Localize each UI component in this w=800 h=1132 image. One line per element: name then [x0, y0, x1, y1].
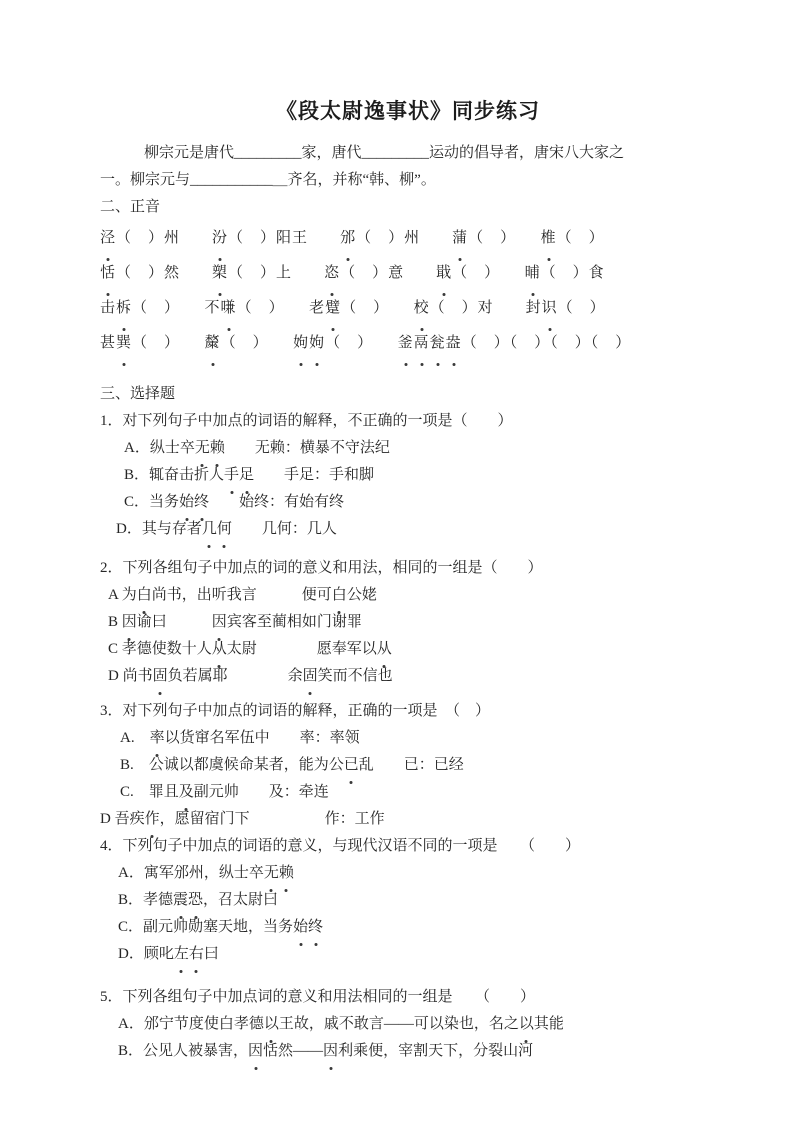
question-1 [100, 408, 716, 543]
question-1-option-b: B．辄奋击折人手足 手足：手和脚 [100, 462, 716, 489]
question-2-option-b: B 因谕曰 因宾客至蔺相如门谢罪 [100, 609, 716, 636]
question-3-stem: 3．对下列句子中加点的词语的解释，正确的一项是 （ ） [100, 703, 491, 719]
question-5-option-a: A．邠宁节度使白孝德以王故，戚不敢言——可以染也，名之以其能 [100, 1011, 716, 1038]
question-3 [100, 698, 716, 833]
question-1-option-d: D．其与存者几何 几何：几人 [100, 516, 716, 543]
question-1-option-a: A．纵士卒无赖 无赖：横暴不守法纪 [100, 435, 716, 462]
question-4-option-d: D．顾叱左右曰 [100, 941, 716, 968]
question-1-option-c: C．当务始终 始终：有始有终 [100, 489, 716, 516]
question-5-option-b: B．公见人被暴害，因恬然——因利乘便，宰割天下，分裂山河 [100, 1038, 716, 1065]
intro-line-2: 一。柳宗元与___________＿齐名，并称“韩、柳”。 [100, 172, 436, 188]
pinyin-line-2: 恬（ ）然 槊（ ）上 恣（ ）意 戢（ ） 晡（ ）食 [100, 256, 716, 291]
pinyin-line-3: 击柝（ ） 不嗛（ ） 老躄（ ） 校（ ）对 封识（ ） [100, 291, 716, 326]
question-2-option-c: C 孝德使数十人从太尉 愿奉军以从 [100, 636, 716, 663]
pinyin-line-1: 泾（ ）州 汾（ ）阳王 邠（ ）州 蒲（ ） 椎（ ） [100, 221, 716, 256]
question-3-option-a: A. 率以货窜名军伍中 率：率领 [100, 725, 716, 752]
question-1-stem: 1．对下列句子中加点的词语的解释，不正确的一项是（ ） [100, 413, 513, 429]
question-4-option-c: C．副元帅勋塞天地，当务始终 [100, 914, 716, 941]
question-4-stem: 4．下列句子中加点的词语的意义，与现代汉语不同的一项是 （ ） [100, 838, 581, 854]
page-title: 《段太尉逸事状》同步练习 [276, 99, 540, 123]
section-pinyin-heading: 二、正音 [100, 199, 161, 215]
question-4-option-a: A．寓军邠州，纵士卒无赖 [100, 860, 716, 887]
question-3-option-b: B. 公诚以都虞候命某者，能为公已乱 已：已经 [100, 752, 716, 779]
intro-line-1: 柳宗元是唐代_________家，唐代_________运动的倡导者，唐宋八大家之 [144, 145, 625, 161]
section-choice-heading: 三、选择题 [100, 386, 176, 402]
question-2 [100, 555, 716, 690]
pinyin-line-4: 甚巽（ ） 斄（ ） 姁姁（ ） 釜鬲瓮盎（ ）（ ）（ ）（ ） [100, 326, 716, 361]
question-2-option-a: A 为白尚书，出听我言 便可白公姥 [100, 582, 716, 609]
question-3-option-d: D 吾疾作，愿留宿门下 作：工作 [100, 806, 716, 833]
question-4 [100, 833, 716, 968]
question-2-option-d: D 尚书固负若属耶 余固笑而不信也 [100, 663, 716, 690]
question-3-option-c: C. 罪且及副元帅 及：牵连 [100, 779, 716, 806]
section-pinyin [100, 221, 716, 361]
question-2-stem: 2．下列各组句子中加点的词的意义和用法，相同的一组是（ ） [100, 560, 543, 576]
question-5-stem: 5．下列各组句子中加点词的意义和用法相同的一组是 （ ） [100, 989, 536, 1005]
question-4-option-b: B．孝德震恐，召太尉曰 [100, 887, 716, 914]
question-5 [100, 984, 716, 1065]
